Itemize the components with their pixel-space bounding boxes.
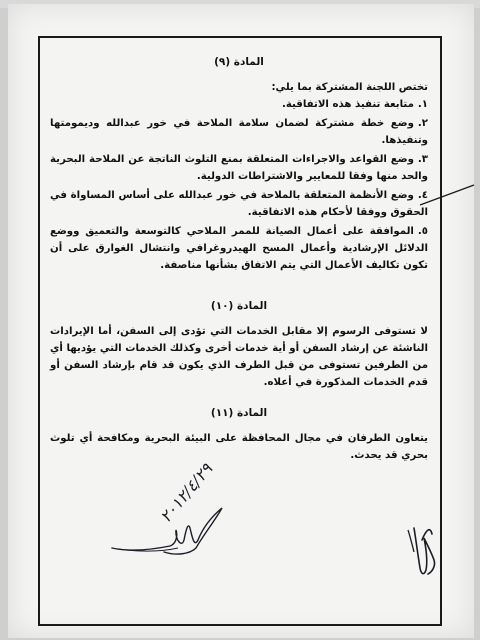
article-10-text: لا تستوفى الرسوم إلا مقابل الخدمات التي تؤدى إلى السفن، أما الإيرادات الناشئة عن إرشاد السفن أو أية خدمات أخرى وكذلك الخدمات التي يؤديها أي من الطرفين تستوفى من قبل الطرف الذي يكون قد قام بإرشاد السفن أو قدم الخدمات المذكورة في أعلاه. xyxy=(50,326,428,388)
list-item: ٤.وضع الأنظمة المتعلقة بالملاحة في خور عبدالله على أساس المساواة في الحقوق ووفقا لأحكام هذه الاتفاقية. xyxy=(50,190,428,218)
list-item: ١.متابعة تنفيذ هذه الاتفاقية. xyxy=(281,99,428,110)
article-10-title: المادة (١٠) xyxy=(210,300,268,312)
article-9-title: المادة (٩) xyxy=(214,56,264,68)
spacer xyxy=(50,276,428,298)
spacer xyxy=(50,391,428,405)
article-9-intro: تختص اللجنة المشتركة بما يلي: xyxy=(271,82,428,93)
article-11-text: يتعاون الطرفان في مجال المحافظة على البيئة البحرية ومكافحة أي تلوث بحري قد يحدث. xyxy=(50,433,428,461)
list-item: ٥.الموافقة على أعمال الصيانة للممر الملاحي كالتوسعة والتعميق ووضع الدلائل الإرشادية وأعمال المسح الهيدروغرافي وانتشال الغوارق على أن تكون تكاليف الأعمال التي يتم الاتفاق بشأنها مناصفة. xyxy=(50,226,428,271)
list-item: ٣.وضع القواعد والاجراءات المتعلقة بمنع التلوث الناتجة عن الملاحة البحرية والحد منها وفقا للمعايير والاشتراطات الدولية. xyxy=(50,154,428,182)
handwritten-date: ٢٠١٢/٤/٢٩ xyxy=(156,459,217,527)
article-11-title: المادة (١١) xyxy=(210,407,268,419)
article-9-list xyxy=(50,96,428,274)
list-item: ٢.وضع خطة مشتركة لضمان سلامة الملاحة في خور عبدالله وديمومتها وتنفيذها. xyxy=(50,118,428,146)
document-body xyxy=(50,54,428,464)
